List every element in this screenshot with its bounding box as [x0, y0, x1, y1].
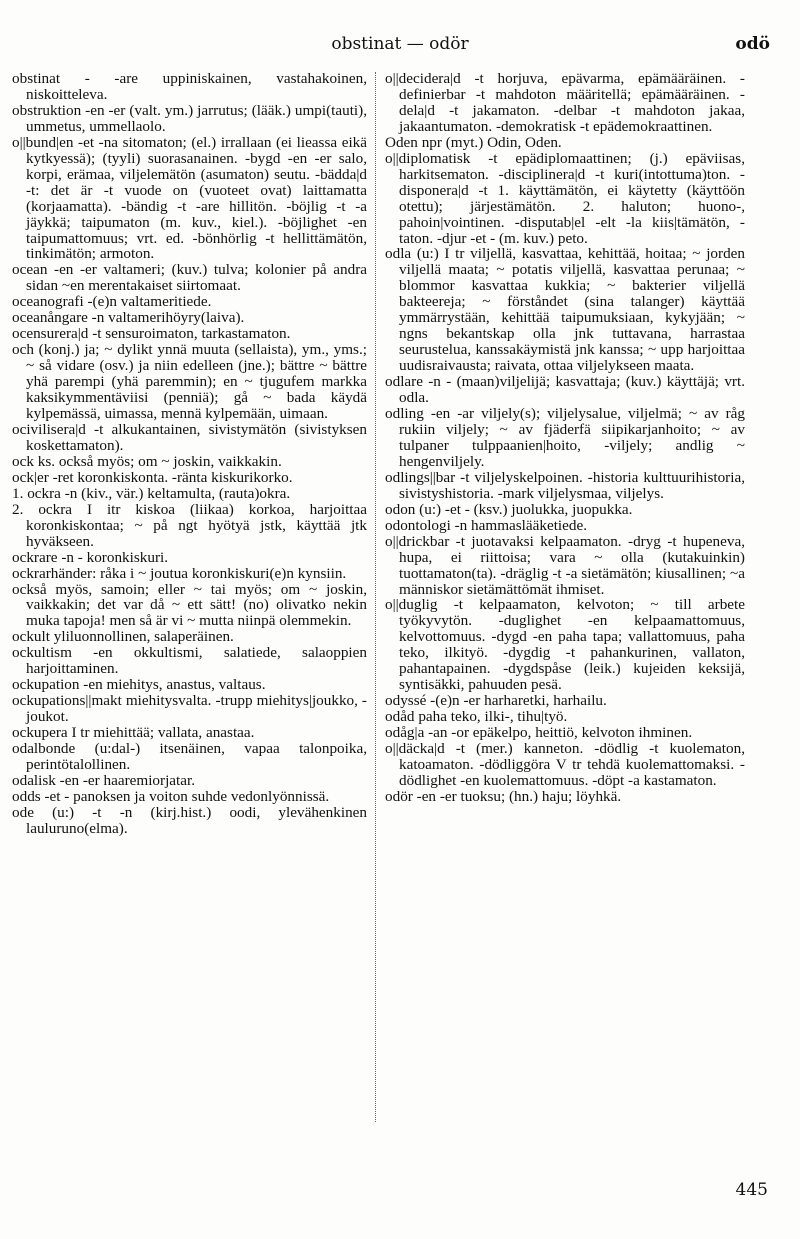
- dictionary-entry: oceanångare -n valtamerihöyry(laiva).: [12, 309, 245, 327]
- dictionary-entry: ockupera I tr miehittää; vallata, anastaa.: [12, 724, 255, 742]
- dictionary-entry: odlings||bar -t viljelyskelpoinen. -historia kulttuurihistoria, sivistyshistoria. -mark viljelysmaa, viljelys.: [385, 468, 745, 502]
- column-divider: [375, 72, 376, 1122]
- dictionary-entry: ock|er -ret koronkiskonta. -ränta kiskurikorko.: [12, 468, 293, 486]
- dictionary-entry: ockrarhänder: råka i ~ joutua koronkiskuri(e)n kynsiin.: [12, 564, 347, 582]
- dictionary-entry: o||drickbar -t juotavaksi kelpaamaton. -dryg -t hupeneva, hupa, ei riittoisa; vara ~ olla (kutakuinkin) tuottamaton(ta). -dräglig -t -a sietämätön; kiusallinen; ~a människor sietämättömät ihmiset.: [385, 532, 745, 598]
- dictionary-entry: och (konj.) ja; ~ dylikt ynnä muuta (sellaista), ym., yms.; ~ så vidare (osv.) ja niin edelleen (jne.); bättre ~ bättre yhä parempi (yhä paremmin); en ~ tjugufem markka kaksikymmentäviisi (penniä); gå ~ bada käydä kylpemässä, uimassa, mennä kylpemään, uimaan.: [12, 341, 367, 423]
- dictionary-entry: o||bund|en -et -na sitomaton; (el.) irrallaan (ei lieassa eikä kytkyessä); (tyyli) suorasanainen. -bygd -en -er salo, korpi, erämaa, viljelemätön (asumaton) seutu. -bädda|d -t: det är -t vuode on (vuoteet ovat) laittamatta (korjaamatta). -bändig -t -are hillitön. -böjlig -t -a jäykkä; taipumaton (m. kuv., kiel.). -böjlighet -en taipumattomuus; vrt. ed. -bönhörlig -t hellittämätön, tinkimätön; armoton.: [12, 133, 367, 263]
- dictionary-entry: o||däcka|d -t (mer.) kanneton. -dödlig -t kuolematon, katoamaton. -dödliggöra V tr tehdä kuolemattomaksi. -dödlighet -en kuolemattomuus. -döpt -a kastamaton.: [385, 740, 745, 789]
- dictionary-entry: oceanografi -(e)n valtameritiede.: [12, 293, 212, 311]
- dictionary-entry: odontologi -n hammaslääketiede.: [385, 516, 588, 534]
- dictionary-entry: obstruktion -en -er (valt. ym.) jarrutus; (lääk.) umpi(tauti), ummetus, ummellaolo.: [12, 101, 367, 135]
- page-number: 445: [735, 1180, 768, 1200]
- dictionary-entry: också myös, samoin; eller ~ tai myös; om ~ joskin, vaikkakin; det var då ~ ett sätt! (no) olivatko nekin muka tapoja! men så är vi ~ mutta niinpä olemmekin.: [12, 580, 367, 630]
- dictionary-entry: odlare -n - (maan)viljelijä; kasvattaja; (kuv.) käyttäjä; vrt. odla.: [385, 373, 745, 407]
- dictionary-entry: ockultism -en okkultismi, salatiede, salaoppien harjoittaminen.: [12, 644, 367, 678]
- dictionary-entry: ockult yliluonnollinen, salaperäinen.: [12, 628, 234, 646]
- dictionary-entry: Oden npr (myt.) Odin, Oden.: [385, 133, 562, 151]
- dictionary-entry: 2. ockra I itr kiskoa (liikaa) korkoa, harjoittaa koronkiskontaa; ~ på ngt hyötyä jstk, käyttää jtk hyväkseen.: [12, 500, 367, 550]
- guide-word: odö: [735, 34, 770, 54]
- dictionary-entry: ode (u:) -t -n (kirj.hist.) oodi, ylevähenkinen lauluruno(elma).: [12, 803, 367, 837]
- dictionary-entry: odla (u:) I tr viljellä, kasvattaa, kehittää, hoitaa; ~ jorden viljellä maata; ~ potatis viljellä, kasvattaa perunaa; ~ blommor kasvattaa kukkia; ~ bakterier viljellä bakteereja; ~ förståndet (sina talanger) käyttää ymmärrystään, kehittää taipumuksiaan, kykyjään; ~ ngns bekantskap olla jnk tuttavana, harrastaa seurustelua, kanssakäymistä jnk kanssa; ~ upp harjoittaa uudisraivausta; raivata, ottaa viljelykseen maata.: [385, 245, 745, 375]
- dictionary-entry: o||decidera|d -t horjuva, epävarma, epämääräinen. -definierbar -t mahdoton määritellä; epämääräinen. -dela|d -t jakamaton. -delbar -t mahdoton jakaa, jakaantumaton. -demokratisk -t epädemokraattinen.: [385, 70, 745, 135]
- dictionary-entry: ockrare -n - koronkiskuri.: [12, 548, 169, 566]
- dictionary-entry: odåd paha teko, ilki-, tihu|työ.: [385, 708, 568, 726]
- dictionary-entry: ockupations||makt miehitysvalta. -trupp miehitys|joukko, -joukot.: [12, 692, 367, 726]
- left-column: [12, 71, 367, 837]
- dictionary-entry: obstinat - -are uppiniskainen, vastahakoinen, niskoitteleva.: [12, 70, 367, 103]
- dictionary-entry: odalisk -en -er haaremiorjatar.: [12, 771, 196, 789]
- dictionary-entry: o||diplomatisk -t epädiplomaattinen; (j.) epäviisas, harkitsematon. -disciplinera|d -t kuri(intottuma)ton. -disponera|d -t 1. käyttämätön, ei käytetty (käyttöön otettu); järjestämätön. 2. haluton; huono-, pahoin|vointinen. -disputab|el -elt -la kiis|tämätön, -taton. -djur -et - (m. kuv.) peto.: [385, 149, 745, 247]
- dictionary-entry: o||duglig -t kelpaamaton, kelvoton; ~ till arbete työkyvytön. -duglighet -en kelpaamattomuus, kelvottomuus. -dygd -en paha tapa; vallattomuus, paha teko, ilkityö. -dygdig -t pahankurinen, vallaton, pahantapainen. -dygdspåse (leik.) kujeiden keksijä, syntisäkki, pahuuden pesä.: [385, 596, 745, 694]
- dictionary-entry: ocivilisera|d -t alkukantainen, sivistymätön (sivistyksen koskettamaton).: [12, 420, 367, 454]
- dictionary-entry: odör -en -er tuoksu; (hn.) haju; löyhkä.: [385, 787, 622, 805]
- dictionary-entry: ockupation -en miehitys, anastus, valtaus.: [12, 676, 266, 694]
- running-title: obstinat — odör: [331, 34, 469, 54]
- dictionary-entry: odalbonde (u:dal-) itsenäinen, vapaa talonpoika, perintötalollinen.: [12, 740, 367, 773]
- dictionary-entry: odyssé -(e)n -er harharetki, harhailu.: [385, 692, 607, 710]
- dictionary-entry: odåg|a -an -or epäkelpo, heittiö, kelvoton ihminen.: [385, 724, 693, 742]
- dictionary-entry: 1. ockra -n (kiv., vär.) keltamulta, (rauta)okra.: [12, 484, 291, 502]
- dictionary-entry: ocensurera|d -t sensuroimaton, tarkastamaton.: [12, 325, 291, 343]
- dictionary-entry: odon (u:) -et - (ksv.) juolukka, juopukka.: [385, 500, 633, 518]
- dictionary-entry: odling -en -ar viljely(s); viljelysalue, viljelmä; ~ av råg rukiin viljely; ~ av fjäderfä siipikarjanhoito; ~ av tulpaner tulppaanien|hoito, -viljely; andlig ~ hengenviljely.: [385, 405, 745, 470]
- dictionary-entry: odds -et - panoksen ja voiton suhde vedonlyönnissä.: [12, 787, 330, 805]
- dictionary-entry: ock ks. också myös; om ~ joskin, vaikkakin.: [12, 452, 282, 470]
- right-column: [385, 71, 745, 805]
- dictionary-entry: ocean -en -er valtameri; (kuv.) tulva; kolonier på andra sidan ~en merentakaiset siirtomaat.: [12, 261, 367, 295]
